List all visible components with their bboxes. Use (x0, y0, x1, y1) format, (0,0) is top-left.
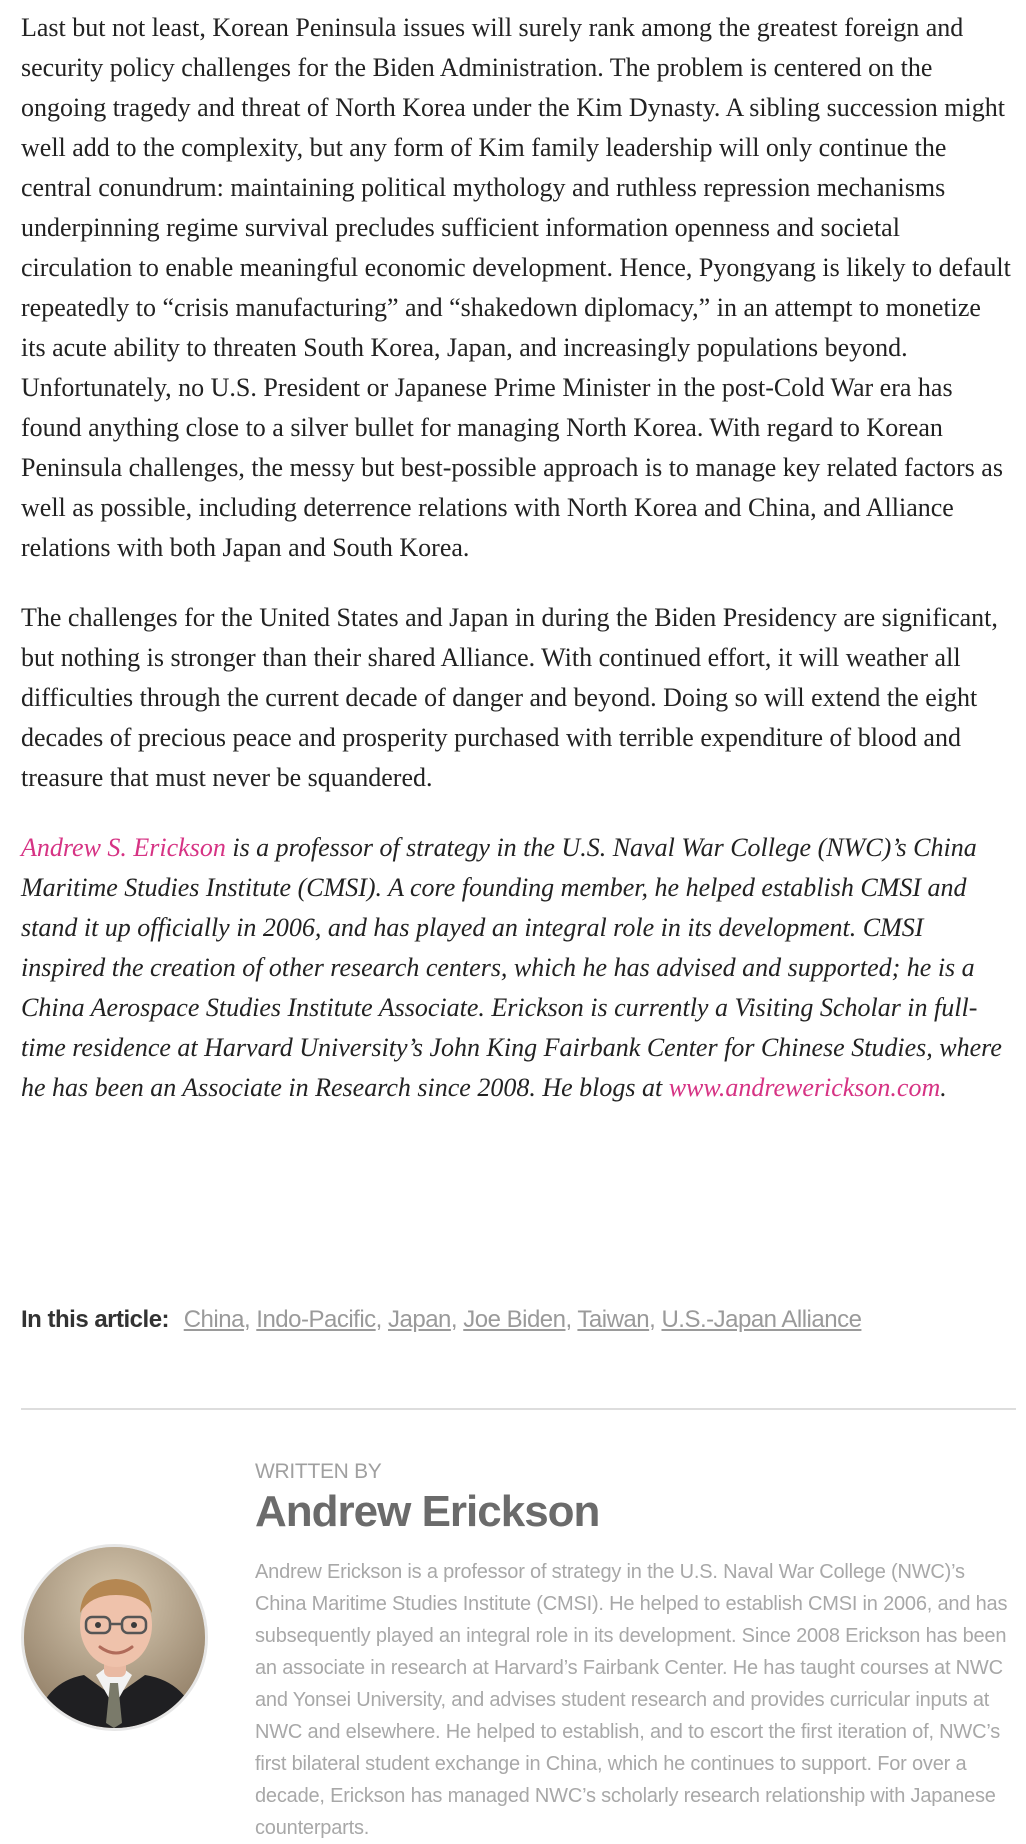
author-bio-text: is a professor of strategy in the U.S. Naval War College (NWC)’s China Maritime Studies Institute (CMSI). A core founding member, he helped establish CMSI and stand it up officially in 2006, and has played an integral role in its development. CMSI inspired the creation of other research centers, which he has advised and supported; he is a China Aerospace Studies Institute Associate. Erickson is currently a Visiting Scholar in full-time residence at Harvard University’s John King Fairbank Center for Chinese Studies, where he has been an Associate in Research since 2008. He blogs at (21, 833, 1002, 1102)
author-photo (24, 1547, 205, 1728)
tag-link[interactable]: U.S.-Japan Alliance (661, 1306, 862, 1333)
tag-separator: , (649, 1306, 662, 1333)
article-paragraph-1: Last but not least, Korean Peninsula issues will surely rank among the greatest foreign and security policy challenges for the Biden Administration. The problem is centered on the ongoing tragedy and threat of North Korea under the Kim Dynasty. A sibling succession might well add to the complexity, but any form of Kim family leadership will only continue the central conundrum: maintaining political mythology and ruthless repression mechanisms underpinning regime survival precludes sufficient information openness and societal circulation to enable meaningful economic development. Hence, Pyongyang is likely to default repeatedly to “crisis manufacturing” and “shakedown diplomacy,” in an attempt to monetize its acute ability to threaten South Korea, Japan, and increasingly populations beyond. Unfortunately, no U.S. President or Japanese Prime Minister in the post-Cold War era has found anything close to a silver bullet for managing North Korea. With regard to Korean Peninsula challenges, the messy but best-possible approach is to manage key related factors as well as possible, including deterrence relations with North Korea and China, and Alliance relations with both Japan and South Korea. (21, 13, 1011, 562)
author-bio-end: . (940, 1073, 947, 1102)
avatar[interactable] (21, 1544, 208, 1731)
section-divider (21, 1408, 1016, 1410)
tag-separator: , (243, 1306, 257, 1333)
author-bio: Andrew Erickson is a professor of strategy in the U.S. Naval War College (NWC)’s China Maritime Studies Institute (CMSI). He helped to establish CMSI in 2006, and has subsequently played an integral role in its development. Since 2008 Erickson has been an associate in research at Harvard’s Fairbank Center. He has taught courses at NWC and Yonsei University, and advises student research and provides curricular inputs at NWC and elsewhere. He helped to establish, and to escort the first iteration of, NWC’s first bilateral student exchange in China, which he continues to support. For over a decade, Erickson has managed NWC’s scholarly research relationship with Japanese counterparts. (255, 1561, 1008, 1839)
author-name-link[interactable]: Andrew S. Erickson (21, 833, 226, 862)
author-website-link[interactable]: www.andrewerickson.com (668, 1073, 941, 1102)
tag-separator: , (375, 1306, 389, 1333)
author-info (255, 1458, 1015, 1844)
author-bio-paragraph (21, 828, 1011, 1108)
tag-link[interactable]: Indo-Pacific (256, 1306, 376, 1333)
tags-label: In this article: (21, 1306, 170, 1333)
article-paragraph-2: The challenges for the United States and Japan in during the Biden Presidency are significant, but nothing is stronger than their shared Alliance. With continued effort, it will weather all difficulties through the current decade of danger and beyond. Doing so will extend the eight decades of precious peace and prosperity purchased with terrible expenditure of blood and treasure that must never be squandered. (21, 603, 998, 792)
tag-link[interactable]: Taiwan (577, 1306, 650, 1333)
article-body (21, 8, 1011, 1108)
tag-separator: , (565, 1306, 578, 1333)
author-box (21, 1458, 1016, 1839)
tag-separator: , (450, 1306, 464, 1333)
written-by-label: WRITTEN BY (255, 1460, 382, 1483)
tag-link[interactable]: China (183, 1306, 244, 1333)
article-tags (21, 1306, 861, 1334)
author-name[interactable]: Andrew Erickson (255, 1487, 600, 1536)
tag-link[interactable]: Joe Biden (463, 1306, 566, 1333)
tag-link[interactable]: Japan (388, 1306, 451, 1333)
